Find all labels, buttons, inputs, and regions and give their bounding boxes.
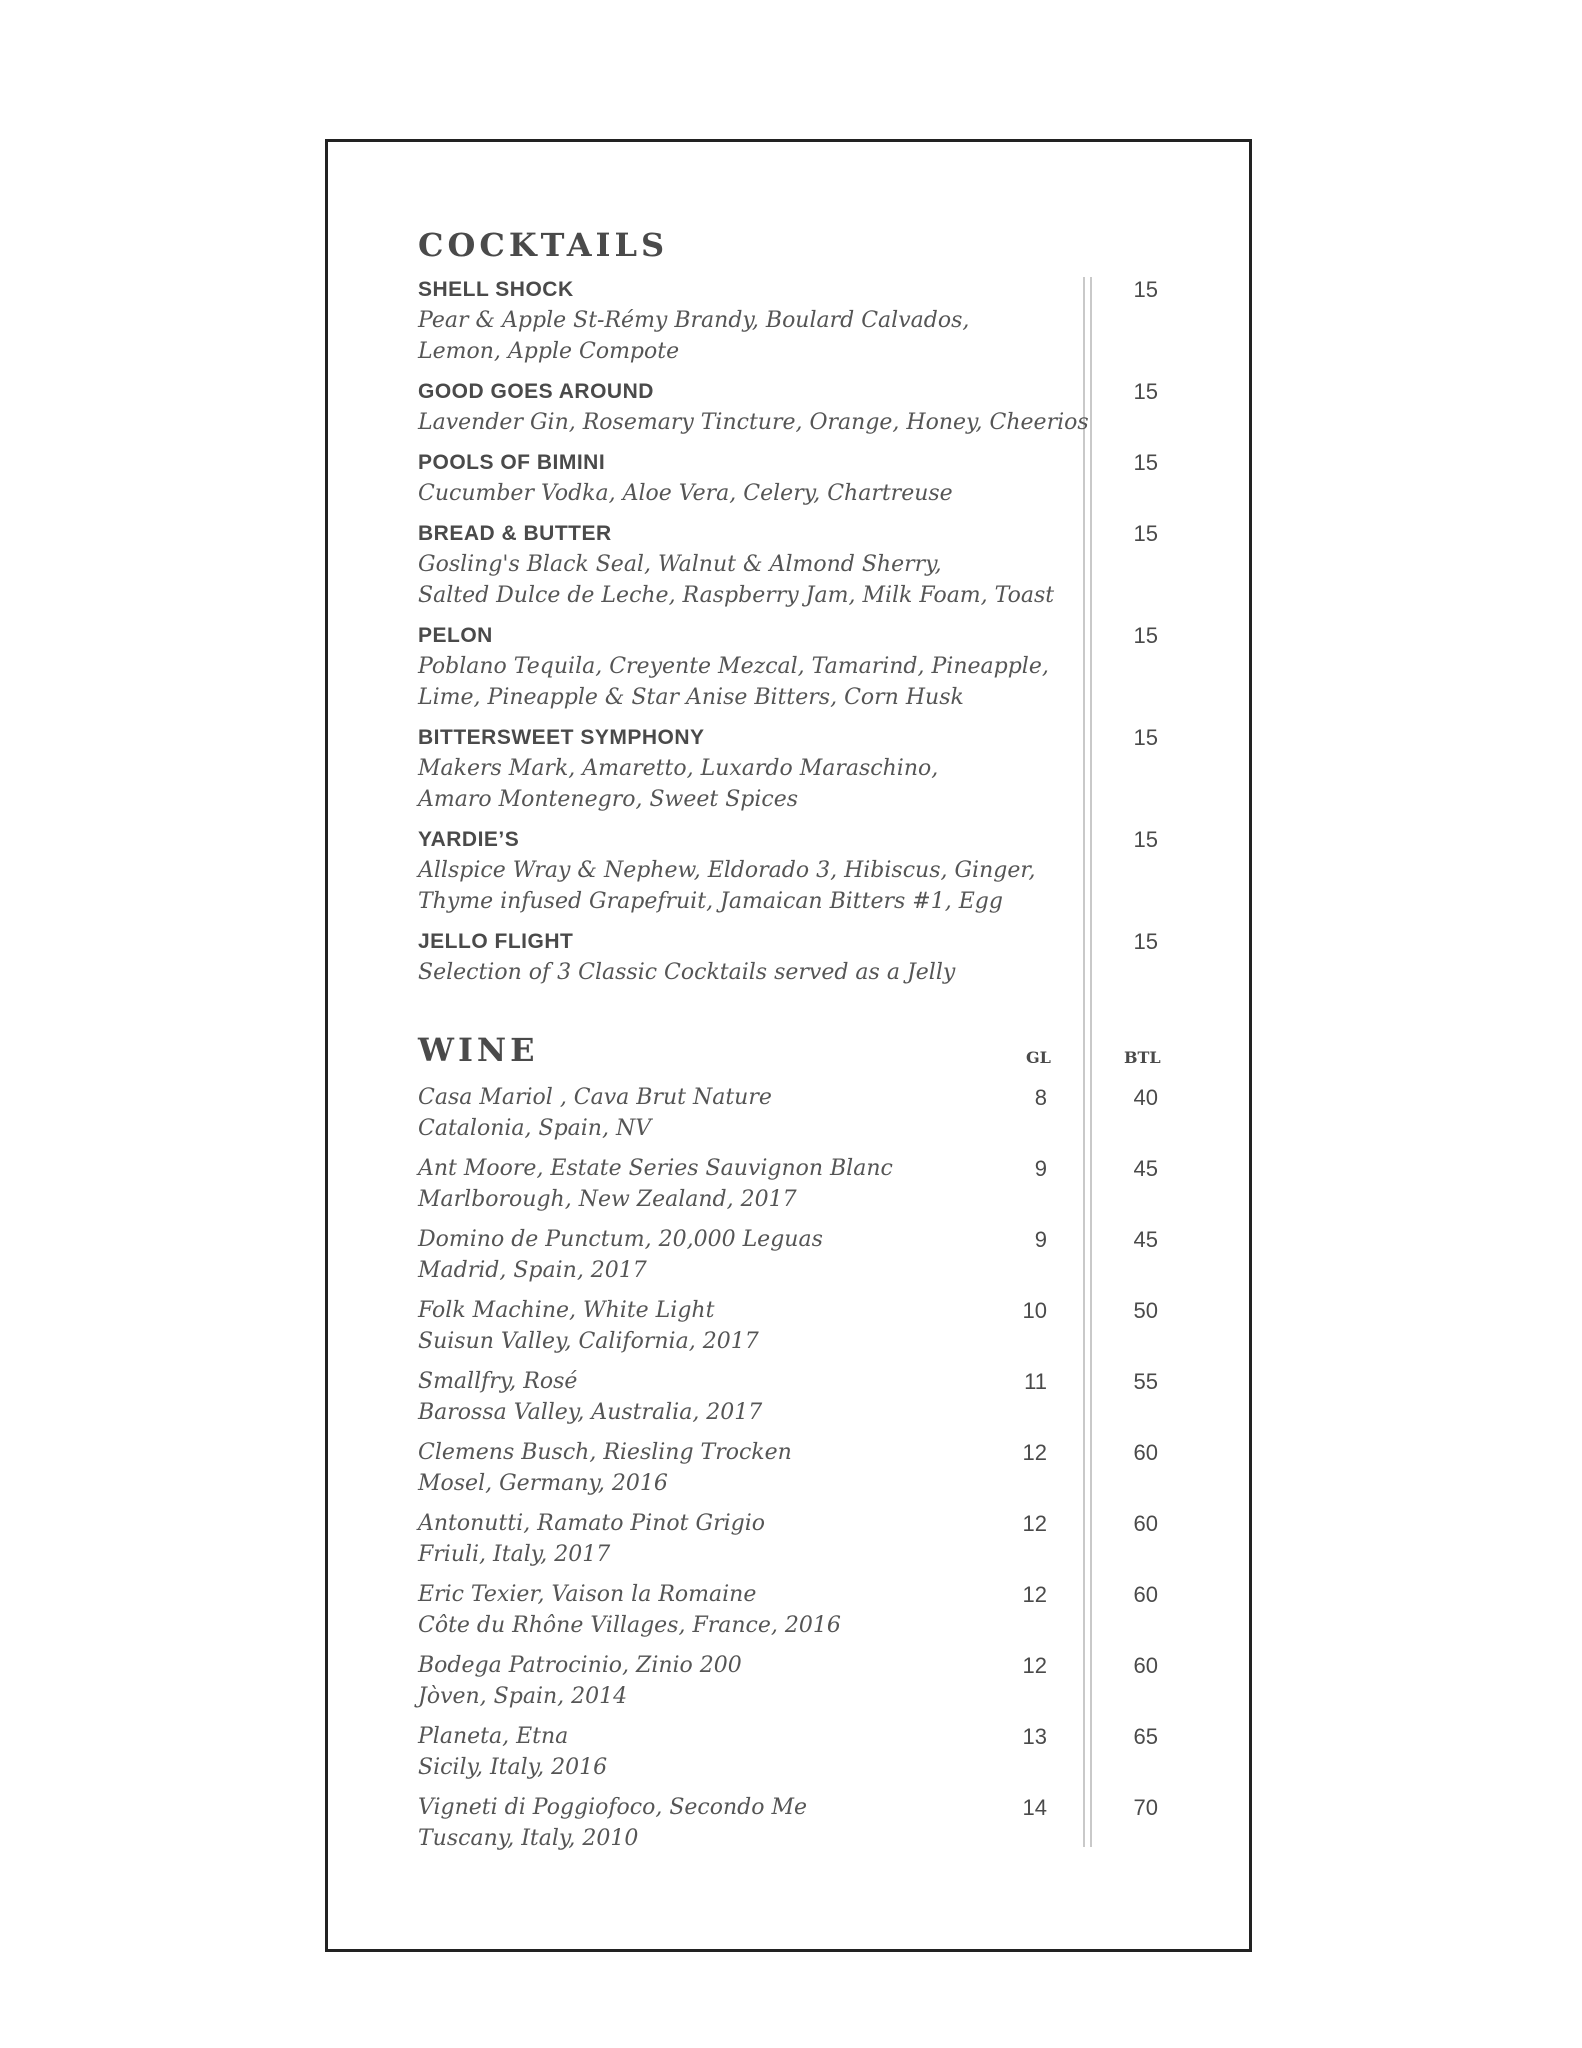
- wine-item: [418, 1508, 1178, 1570]
- cocktail-description: Lime, Pineapple & Star Anise Bitters, Corn Husk: [418, 685, 964, 710]
- cocktail-description: Lemon, Apple Compote: [418, 339, 680, 364]
- cocktail-item: [418, 518, 1178, 611]
- cocktail-name: BREAD & BUTTER: [418, 522, 612, 545]
- cocktail-name: JELLO FLIGHT: [418, 930, 574, 953]
- cocktail-item: [418, 722, 1178, 815]
- wine-item: [418, 1437, 1178, 1499]
- wine-item: [418, 1721, 1178, 1783]
- cocktail-description: Salted Dulce de Leche, Raspberry Jam, Milk Foam, Toast: [418, 583, 1055, 608]
- wine-item: [418, 1579, 1178, 1641]
- wine-origin: Barossa Valley, Australia, 2017: [418, 1400, 763, 1425]
- cocktail-item: [418, 620, 1178, 713]
- cocktail-name: GOOD GOES AROUND: [418, 380, 654, 403]
- wine-name: Domino de Punctum, 20,000 Leguas: [418, 1227, 823, 1252]
- bottle-price: 65: [1133, 1724, 1158, 1749]
- cocktail-description: Gosling's Black Seal, Walnut & Almond Sherry,: [418, 552, 942, 577]
- bottle-price: 60: [1133, 1653, 1158, 1678]
- wine-item: [418, 1792, 1178, 1854]
- glass-price: 10: [1022, 1298, 1047, 1323]
- wine-origin: Catalonia, Spain, NV: [418, 1116, 652, 1141]
- glass-price: 12: [1022, 1440, 1047, 1465]
- glass-price: 8: [1034, 1085, 1047, 1110]
- cocktail-description: Allspice Wray & Nephew, Eldorado 3, Hibiscus, Ginger,: [418, 858, 1036, 883]
- wine-origin: Jòven, Spain, 2014: [418, 1684, 628, 1709]
- wine-item: [418, 1295, 1178, 1357]
- wine-name: Eric Texier, Vaison la Romaine: [418, 1582, 757, 1607]
- cocktail-item: [418, 824, 1178, 917]
- cocktail-price: 15: [1133, 827, 1158, 852]
- bottle-price: 55: [1133, 1369, 1158, 1394]
- cocktail-price: 15: [1133, 277, 1158, 302]
- glass-price: 11: [1024, 1369, 1047, 1394]
- wine-name: Casa Mariol , Cava Brut Nature: [418, 1085, 772, 1110]
- wine-name: Folk Machine, White Light: [418, 1298, 715, 1323]
- wine-name: Antonutti, Ramato Pinot Grigio: [418, 1511, 766, 1536]
- bottle-price: 45: [1133, 1156, 1158, 1181]
- wine-item: [418, 1650, 1178, 1712]
- wine-origin: Suisun Valley, California, 2017: [418, 1329, 759, 1354]
- cocktail-price: 15: [1133, 623, 1158, 648]
- glass-price: 13: [1022, 1724, 1047, 1749]
- cocktail-price: 15: [1133, 521, 1158, 546]
- cocktail-description: Selection of 3 Classic Cocktails served as a Jelly: [418, 960, 956, 985]
- wine-name: Planeta, Etna: [418, 1724, 569, 1749]
- cocktail-description: Thyme infused Grapefruit, Jamaican Bitters #1, Egg: [418, 889, 1003, 914]
- wine-heading: WINE: [418, 1031, 539, 1069]
- wine-item: [418, 1224, 1178, 1286]
- cocktail-description: Lavender Gin, Rosemary Tincture, Orange, Honey, Cheerios: [418, 410, 1089, 435]
- glass-price: 14: [1022, 1795, 1047, 1820]
- bottle-price: 70: [1133, 1795, 1158, 1820]
- bottle-price: 60: [1133, 1511, 1158, 1536]
- glass-price: 12: [1022, 1653, 1047, 1678]
- cocktail-name: SHELL SHOCK: [418, 278, 574, 301]
- glass-price: 12: [1022, 1511, 1047, 1536]
- wine-origin: Sicily, Italy, 2016: [418, 1755, 608, 1780]
- wine-name: Vigneti di Poggiofoco, Secondo Me: [418, 1795, 808, 1820]
- cocktail-name: YARDIE’S: [418, 828, 520, 851]
- cocktail-name: BITTERSWEET SYMPHONY: [418, 726, 705, 749]
- cocktail-name: POOLS OF BIMINI: [418, 451, 606, 474]
- bottle-price: 40: [1133, 1085, 1158, 1110]
- cocktail-item: [418, 274, 1178, 367]
- cocktail-description: Makers Mark, Amaretto, Luxardo Maraschino,: [418, 756, 939, 781]
- cocktail-price: 15: [1133, 450, 1158, 475]
- cocktail-item: [418, 447, 1178, 509]
- wine-origin: Madrid, Spain, 2017: [418, 1258, 647, 1283]
- wine-name: Clemens Busch, Riesling Trocken: [418, 1440, 792, 1465]
- cocktail-price: 15: [1133, 379, 1158, 404]
- cocktail-description: Pear & Apple St-Rémy Brandy, Boulard Calvados,: [418, 308, 970, 333]
- glass-column-header: GL: [1026, 1048, 1051, 1067]
- wine-item: [418, 1153, 1178, 1215]
- cocktail-item: [418, 926, 1178, 988]
- bottle-price: 60: [1133, 1582, 1158, 1607]
- wine-name: Ant Moore, Estate Series Sauvignon Blanc: [418, 1156, 893, 1181]
- wine-origin: Friuli, Italy, 2017: [418, 1542, 611, 1567]
- wine-origin: Marlborough, New Zealand, 2017: [418, 1187, 797, 1212]
- cocktail-description: Cucumber Vodka, Aloe Vera, Celery, Chartreuse: [418, 481, 953, 506]
- glass-price: 9: [1034, 1227, 1047, 1252]
- bottle-price: 60: [1133, 1440, 1158, 1465]
- wine-origin: Côte du Rhône Villages, France, 2016: [418, 1613, 841, 1638]
- bottle-price: 50: [1133, 1298, 1158, 1323]
- wine-origin: Tuscany, Italy, 2010: [418, 1826, 639, 1851]
- bottle-price: 45: [1133, 1227, 1158, 1252]
- wine-name: Bodega Patrocinio, Zinio 200: [418, 1653, 742, 1678]
- wine-name: Smallfry, Rosé: [418, 1369, 578, 1394]
- cocktail-description: Amaro Montenegro, Sweet Spices: [418, 787, 799, 812]
- wine-item: [418, 1082, 1178, 1144]
- cocktail-price: 15: [1133, 929, 1158, 954]
- wine-item: [418, 1366, 1178, 1428]
- cocktails-heading: COCKTAILS: [418, 226, 669, 264]
- cocktail-price: 15: [1133, 725, 1158, 750]
- cocktail-item: [418, 376, 1178, 438]
- cocktail-description: Poblano Tequila, Creyente Mezcal, Tamarind, Pineapple,: [418, 654, 1049, 679]
- cocktail-name: PELON: [418, 624, 493, 647]
- glass-price: 9: [1034, 1156, 1047, 1181]
- wine-origin: Mosel, Germany, 2016: [418, 1471, 668, 1496]
- bottle-column-header: BTL: [1124, 1048, 1161, 1067]
- glass-price: 12: [1022, 1582, 1047, 1607]
